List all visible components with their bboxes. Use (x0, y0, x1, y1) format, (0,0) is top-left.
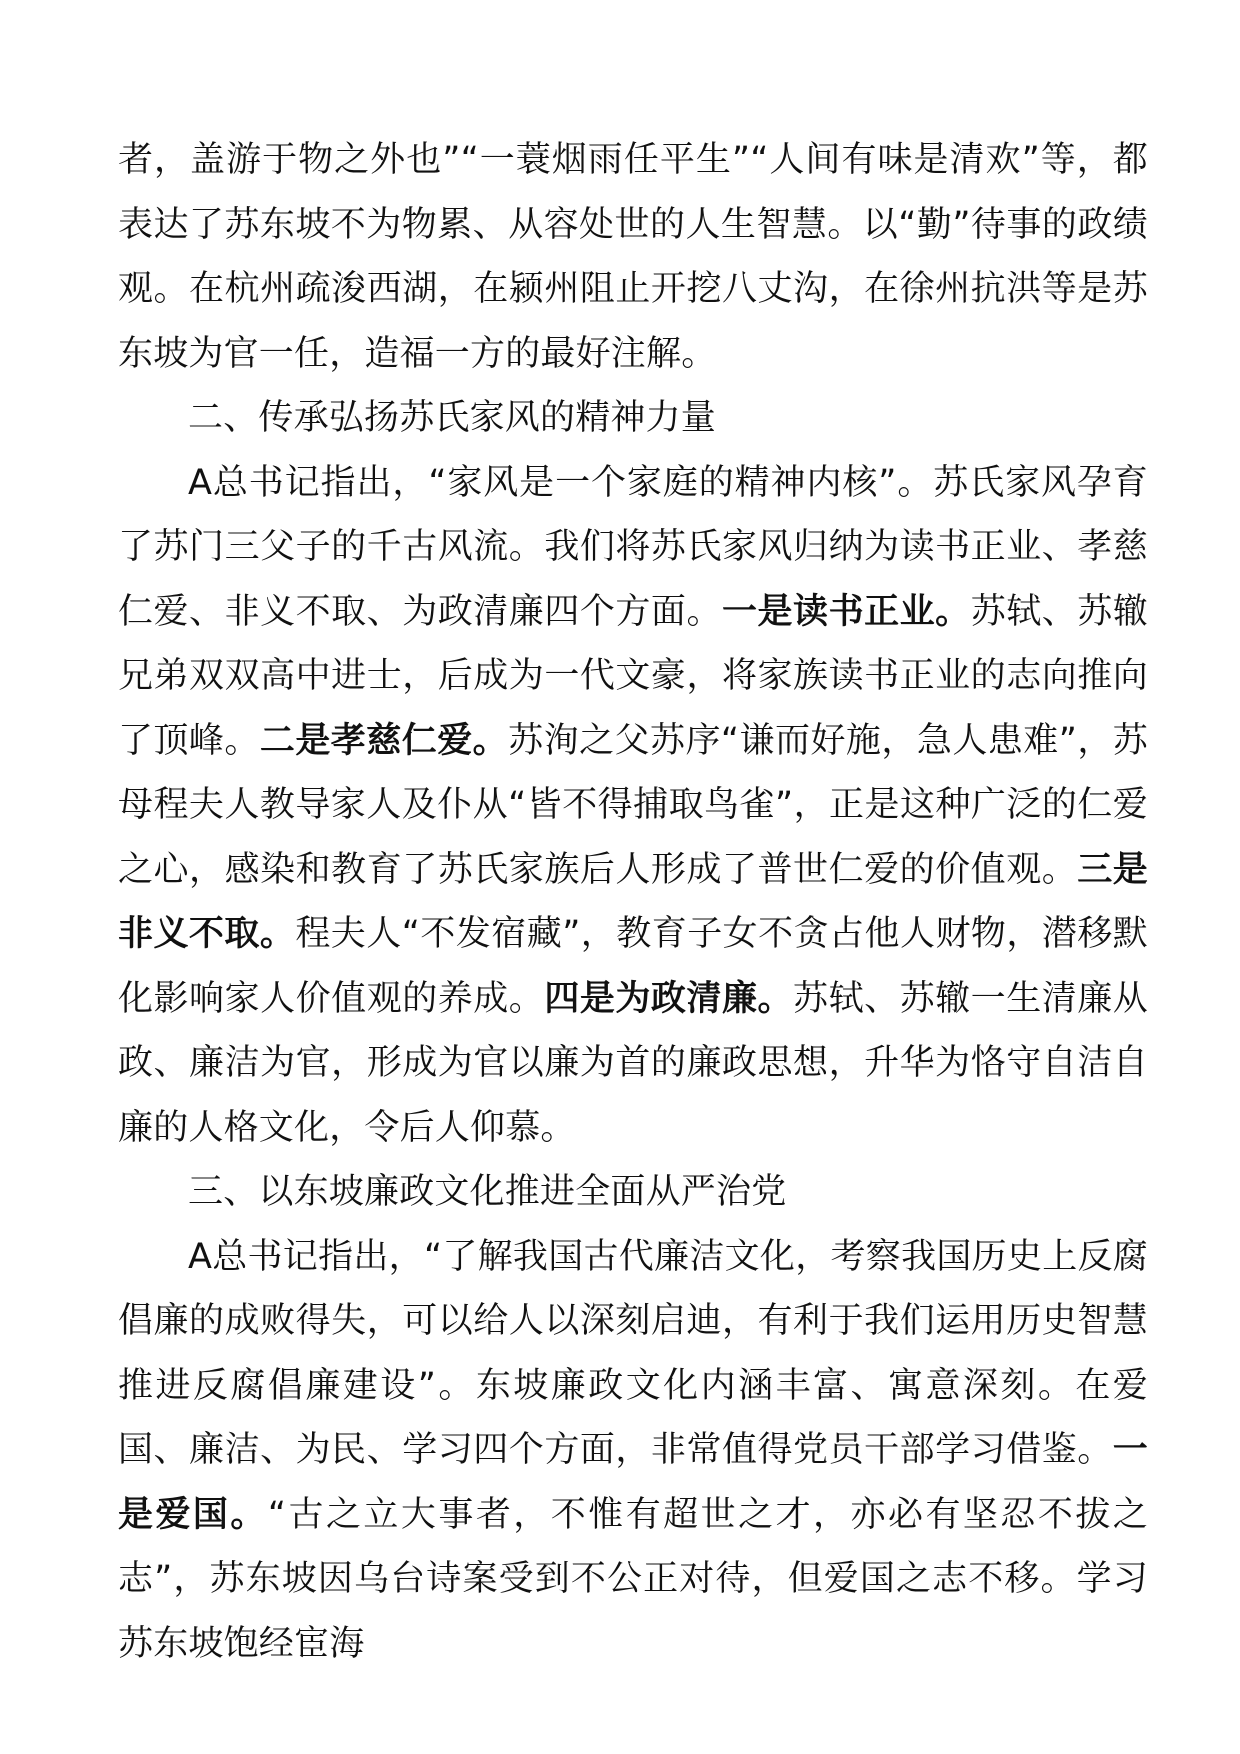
paragraph-integrity-culture (118, 1225, 1148, 1677)
section-heading-text: 三、以东坡廉政文化推进全面从严治党 (188, 1172, 787, 1212)
paragraph-text: 者，盖游于物之外也”“一蓑烟雨任平生”“人间有味是清欢”等，都表达了苏东坡不为物累、从容处世的人生智慧。以“勤”待事的政绩观。在杭州疏浚西湖，在颍州阻止开挖八丈沟，在徐州抗洪等是苏东坡为官一任，造福一方的最好注解。 (118, 140, 1148, 374)
paragraph-intro (118, 128, 1148, 386)
paragraph-text: 苏洵之父苏序“谦而好施，急人患难”，苏母程夫人教导家人及仆从“皆不得捕取鸟雀”，正是这种广泛的仁爱之心，感染和教育了苏氏家族后人形成了普世仁爱的价值观。 (118, 720, 1148, 890)
paragraph-text: A总书记指出，“家风是一个家庭的精神内核”。苏氏家风孕育了苏门三父子的千古风流。我们将苏氏家风归纳为读书正业、孝慈仁爱、非义不取、为政清廉四个方面。 (118, 462, 1148, 632)
document-body (118, 128, 1148, 1676)
section-heading-3 (118, 1160, 1148, 1225)
paragraph-text: 苏轼、苏辙兄弟双双高中进士，后成为一代文豪，将家族读书正业的志向推向了顶峰。 (118, 591, 1148, 761)
paragraph-text: “古之立大事者，不惟有超世之才，亦必有坚忍不拔之志”，苏东坡因乌台诗案受到不公正对待，但爱国之志不移。学习苏东坡饱经宦海 (118, 1494, 1148, 1664)
paragraph-family-tradition (118, 451, 1148, 1161)
section-heading-text: 二、传承弘扬苏氏家风的精神力量 (188, 398, 717, 438)
bold-point: 四是为政清廉。 (544, 978, 794, 1019)
paragraph-text: 苏轼、苏辙一生清廉从政、廉洁为官，形成为官以廉为首的廉政思想，升华为恪守自洁自廉的人格文化，令后人仰慕。 (118, 978, 1148, 1148)
bold-point: 一是读书正业。 (721, 591, 971, 632)
paragraph-text: A总书记指出，“了解我国古代廉洁文化，考察我国历史上反腐倡廉的成败得失，可以给人以深刻启迪，有利于我们运用历史智慧推进反腐倡廉建设”。东坡廉政文化内涵丰富、寓意深刻。在爱国、廉洁、为民、学习四个方面，非常值得党员干部学习借鉴。 (118, 1236, 1148, 1470)
bold-point: 二是孝慈仁爱。 (259, 720, 509, 761)
paragraph-text: 程夫人“不发宿藏”，教育子女不贪占他人财物，潜移默化影响家人价值观的养成。 (118, 914, 1148, 1019)
section-heading-2 (118, 386, 1148, 451)
bold-point: 一是爱国。 (118, 1430, 1148, 1535)
bold-point: 三是非义不取。 (118, 849, 1148, 954)
